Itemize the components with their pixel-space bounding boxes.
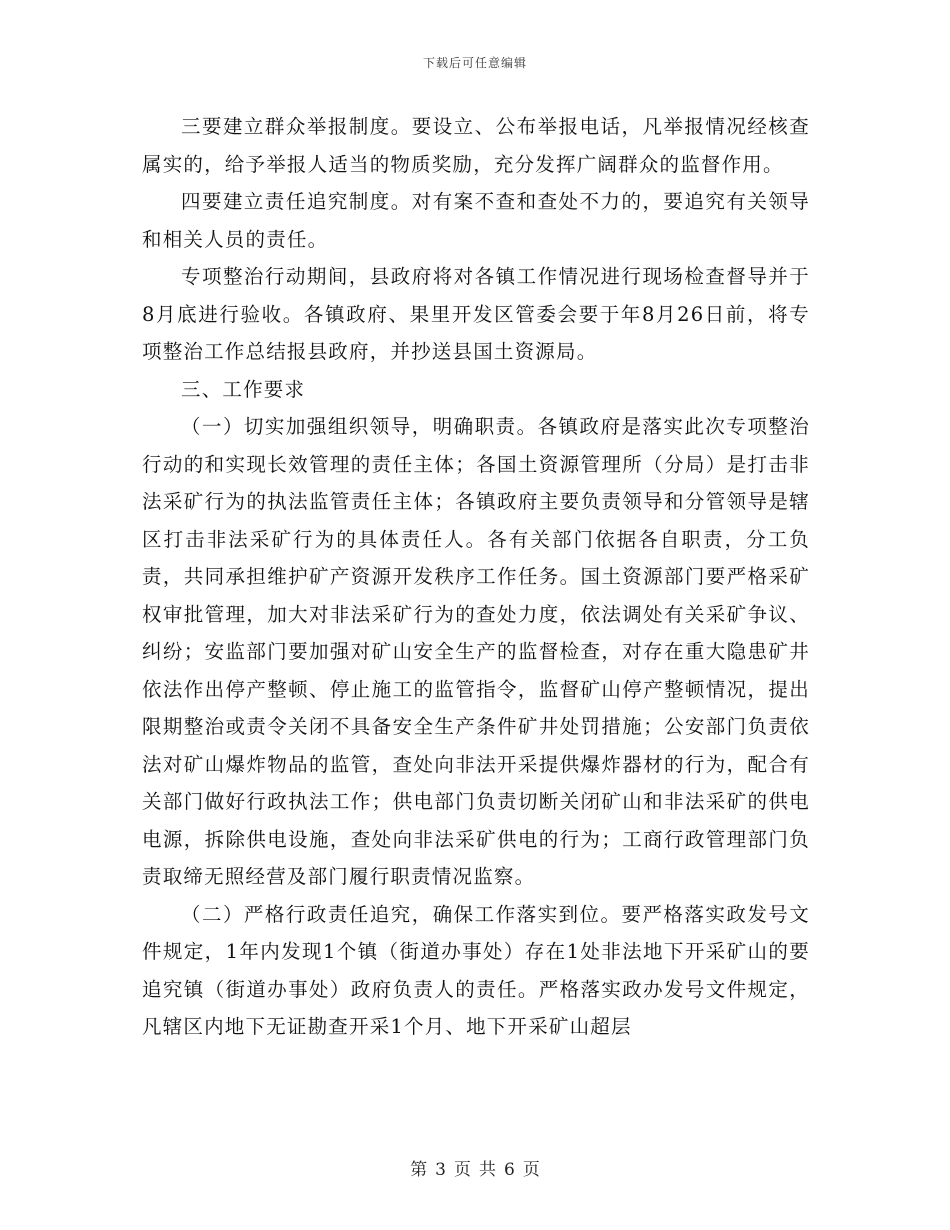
- page-header: 下载后可任意编辑: [422, 56, 527, 70]
- paragraph-inspection-schedule: 专项整治行动期间，县政府将对各镇工作情况进行现场检查督导并于8月底进行验收。各镇政府、果里开发区管委会要于年8月26日前，将专项整治工作总结报县政府，并抄送县国土资源局。: [142, 265, 810, 363]
- page-number: 3: [435, 1160, 446, 1180]
- total-pages: 6: [504, 1160, 515, 1180]
- paragraph-report-system: 三要建立群众举报制度。要设立、公布举报电话，凡举报情况经核查属实的，给予举报人适当的物质奖励，充分发挥广阔群众的监督作用。: [142, 115, 810, 176]
- paragraph-accountability-system: 四要建立责任追究制度。对有案不查和查处不力的，要追究有关领导和相关人员的责任。: [142, 190, 810, 251]
- page-prefix: 第: [410, 1160, 428, 1180]
- paragraph-administrative-accountability: （二）严格行政责任追究，确保工作落实到位。要严格落实政发号文件规定，1年内发现1个镇（街道办事处）存在1处非法地下开采矿山的要追究镇（街道办事处）政府负责人的责任。严格落实政办发号文件规定，凡辖区内地下无证勘查开采1个月、地下开采矿山超层: [142, 902, 810, 1038]
- document-body: [142, 108, 810, 1046]
- page-unit: 页: [454, 1160, 471, 1180]
- paragraph-organization-leadership: （一）切实加强组织领导，明确职责。各镇政府是落实此次专项整治行动的和实现长效管理的责任主体；各国土资源管理所（分局）是打击非法采矿行为的执法监管责任主体；各镇政府主要负责领导和分管领导是辖区打击非法采矿行为的具体责任人。各有关部门依据各自职责，分工负责，共同承担维护矿产资源开发秩序工作任务。国土资源部门要严格采矿权审批管理，加大对非法采矿行为的查处力度，依法调处有关采矿争议、纠纷；安监部门要加强对矿山安全生产的监督检查，对存在重大隐患矿井依法作出停产整顿、停止施工的监管指令，监督矿山停产整顿情况，提出限期整治或责令关闭不具备安全生产条件矿井处罚措施；公安部门负责依法对矿山爆炸物品的监管，查处向非法开采提供爆炸器材的行为，配合有关部门做好行政执法工作；供电部门负责切断关闭矿山和非法采矿的供电电源，拆除供电设施，查处向非法采矿供电的行为；工商行政管理部门负责取缔无照经营及部门履行职责情况监察。: [142, 415, 810, 888]
- section-heading-work-requirements: 三、工作要求: [181, 377, 306, 401]
- total-prefix: 共: [479, 1160, 496, 1180]
- page-footer: [0, 1155, 950, 1180]
- total-unit: 页: [522, 1160, 540, 1180]
